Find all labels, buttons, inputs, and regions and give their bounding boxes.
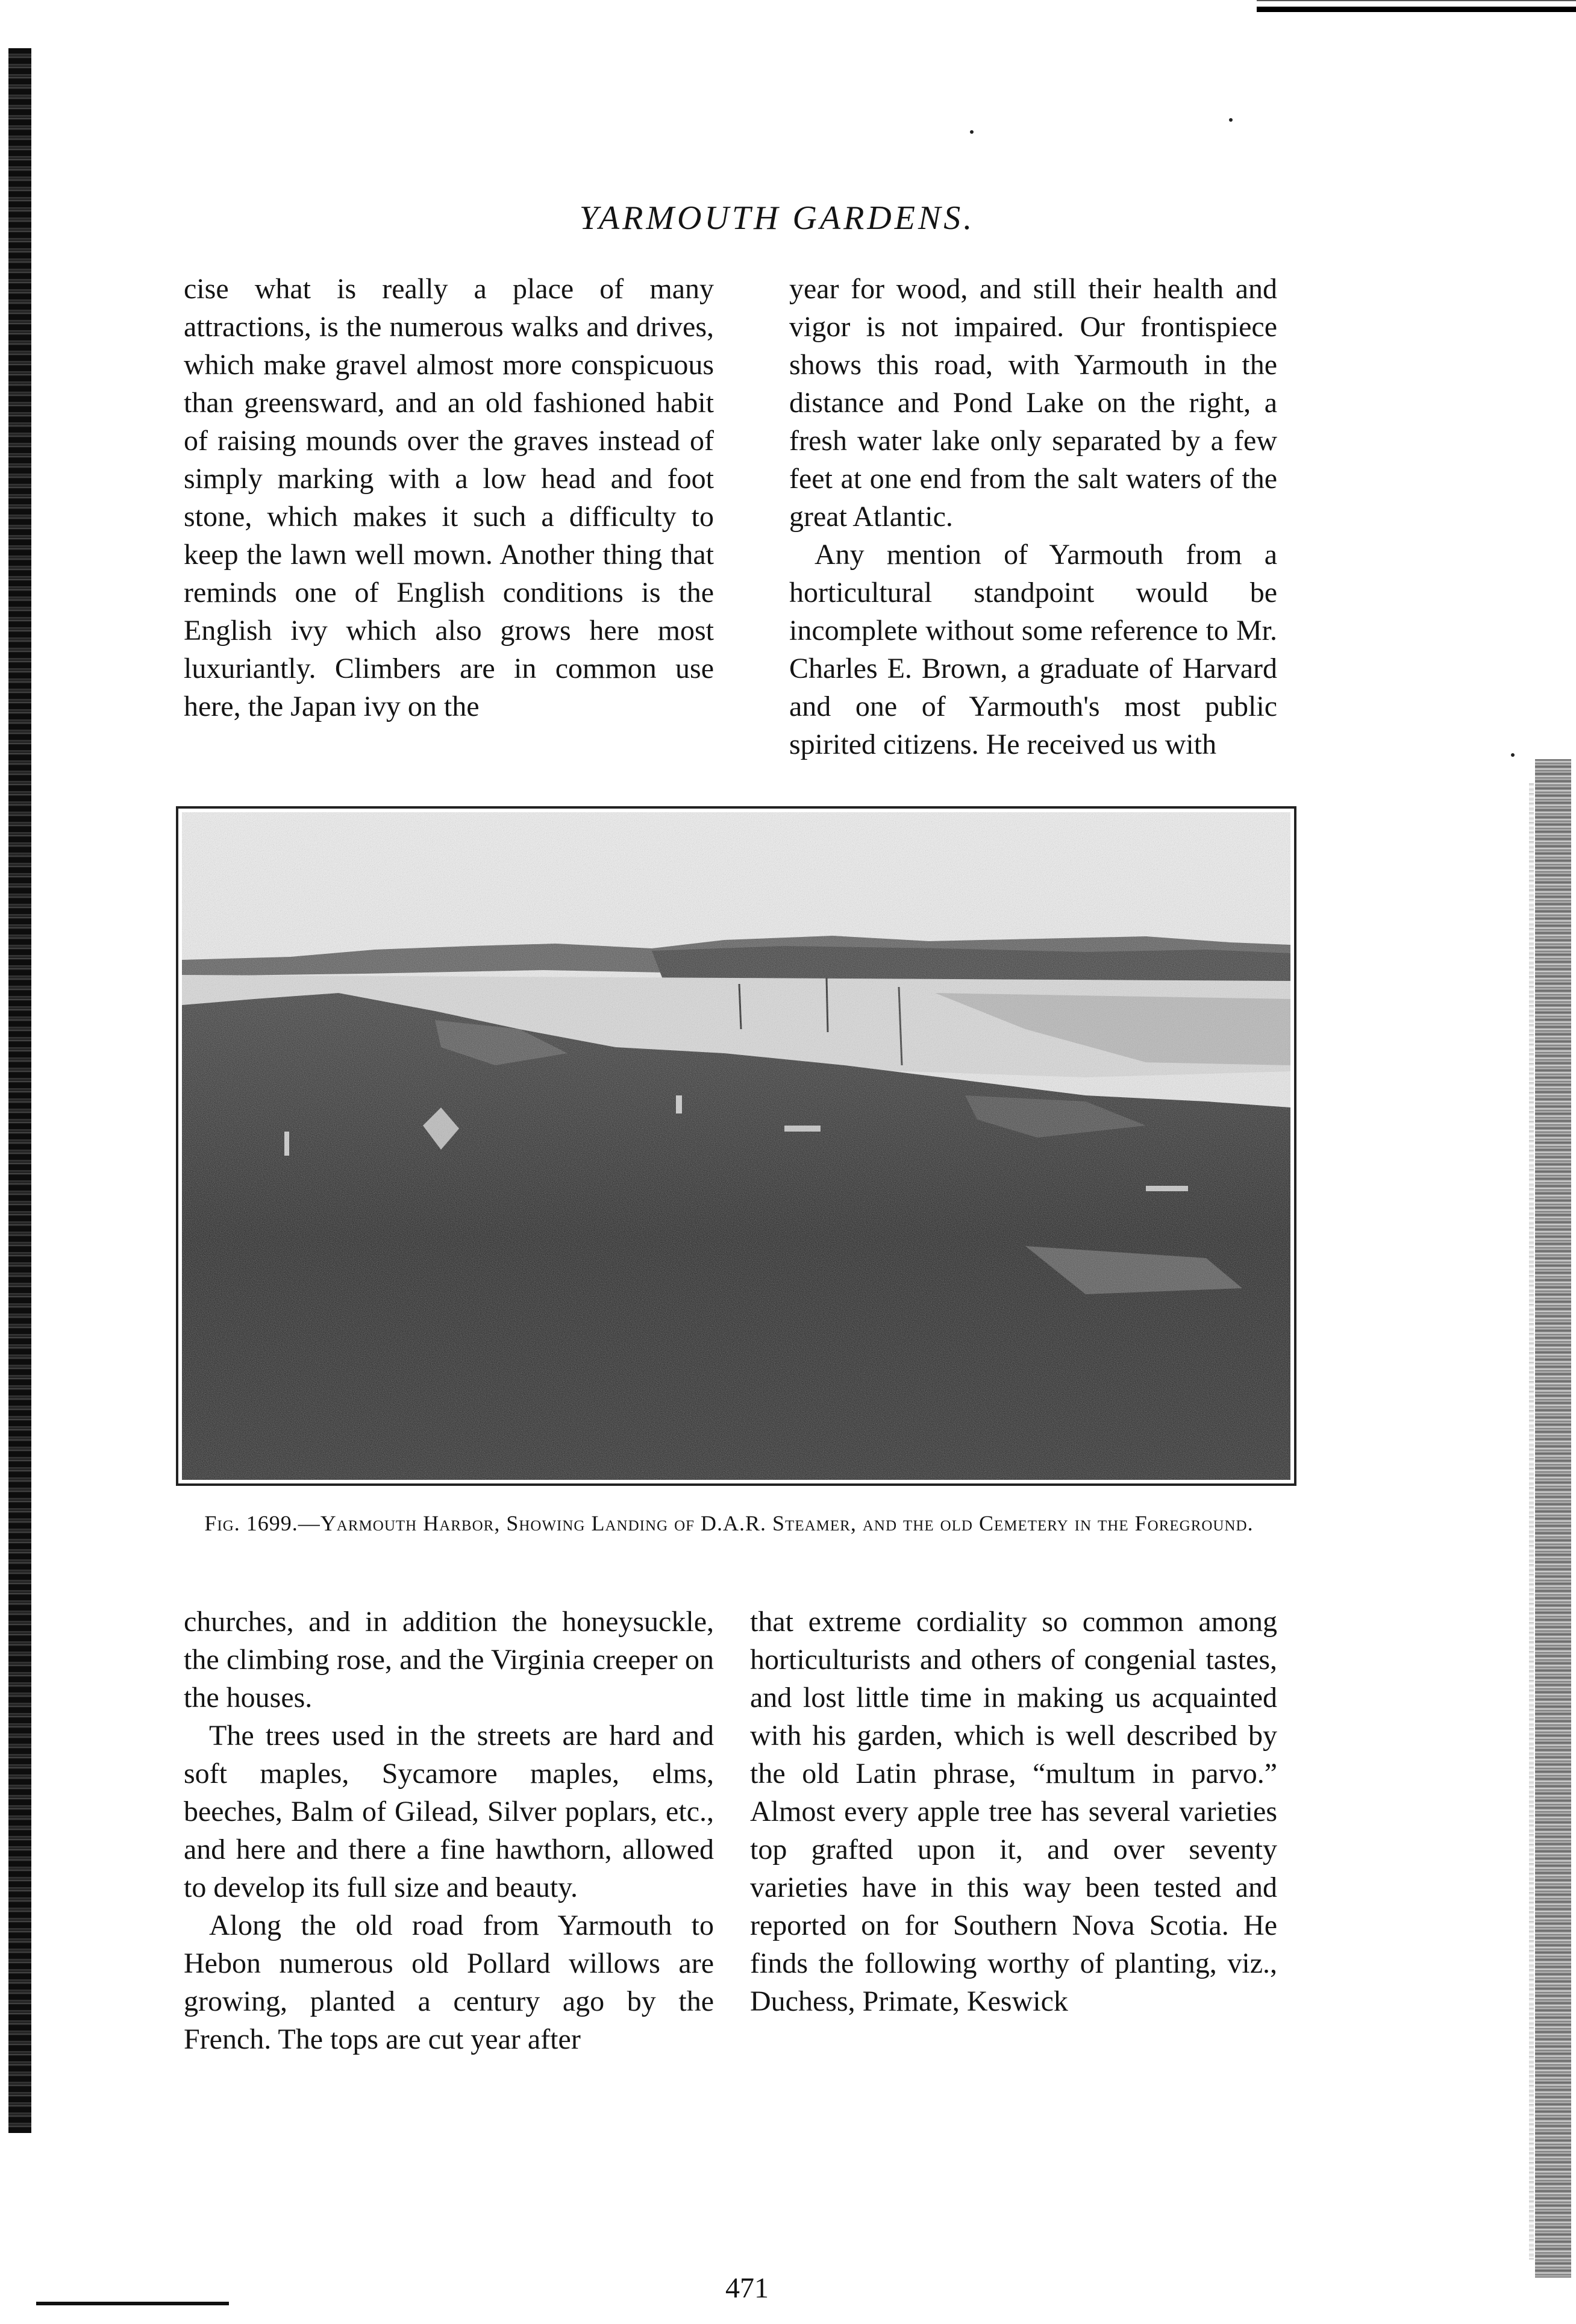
text-column-top-right: [789, 270, 1277, 763]
photo-harbor-cemetery: [182, 812, 1290, 1480]
text-column-top-left: [184, 270, 714, 725]
scan-edge-right: [1535, 759, 1571, 2278]
text-column-bottom-right: [750, 1603, 1277, 2020]
scan-speck: [1511, 753, 1515, 757]
bottom-rule: [36, 2302, 229, 2305]
page-number: 471: [725, 2272, 769, 2304]
text-column-bottom-left: [184, 1603, 714, 2058]
paragraph: The trees used in the streets are hard and soft maples, Sycamore maples, elms, beeches, Balm of Gilead, Silver poplars, etc., and here and there a fine hawthorn, allowed to develop its full size and beauty.: [184, 1720, 714, 1903]
running-head: YARMOUTH GARDENS.: [579, 199, 975, 237]
paragraph: churches, and in addition the honeysuckle, the climbing rose, and the Virginia creeper on the houses.: [184, 1606, 714, 1714]
paragraph: that extreme cordiality so common among horticulturists and others of congenial tastes, and lost little time in making us acquainted with his garden, which is well described by the old Latin phrase, “multum in parvo.” Almost every apple tree has several varieties top grafted upon it, and over seventy varieties have in this way been tested and reported on for Southern Nova Scotia. He finds the following worthy of planting, viz., Duchess, Primate, Keswick: [750, 1606, 1277, 2017]
scan-edge-left: [8, 48, 31, 2133]
scan-speck: [1229, 118, 1233, 122]
paragraph: Along the old road from Yarmouth to Hebon numerous old Pollard willows are growing, planted a century ago by the French. The tops are cut year after: [184, 1909, 714, 2055]
paragraph: year for wood, and still their health and vigor is not impaired. Our frontispiece shows this road, with Yarmouth in the distance and Pond Lake on the right, a fresh water lake only separated by a few feet at one end from the salt waters of the great Atlantic.: [789, 273, 1277, 533]
scan-speck: [970, 130, 974, 134]
top-rule: [1257, 0, 1576, 12]
paragraph: cise what is really a place of many attractions, is the numerous walks and drives, which make gravel almost more conspicuous than greensward, and an old fashioned habit of raising mounds over the graves instead of simply marking with a low head and foot stone, which makes it such a difficulty to keep the lawn well mown. Another thing that reminds one of English conditions is the English ivy which also grows here most luxuriantly. Climbers are in common use here, the Japan ivy on the: [184, 273, 714, 722]
paragraph: Any mention of Yarmouth from a horticultural standpoint would be incomplete without some reference to Mr. Charles E. Brown, a graduate of Harvard and one of Yarmouth's most public spirited citizens. He received us with: [789, 539, 1277, 760]
harbor-photograph: [176, 806, 1296, 1486]
figure-caption: Fig. 1699.—Yarmouth Harbor, Showing Landing of D.A.R. Steamer, and the old Cemetery in the Foreground.: [204, 1511, 1254, 1535]
scan-edge-right-faint: [1529, 783, 1534, 2260]
